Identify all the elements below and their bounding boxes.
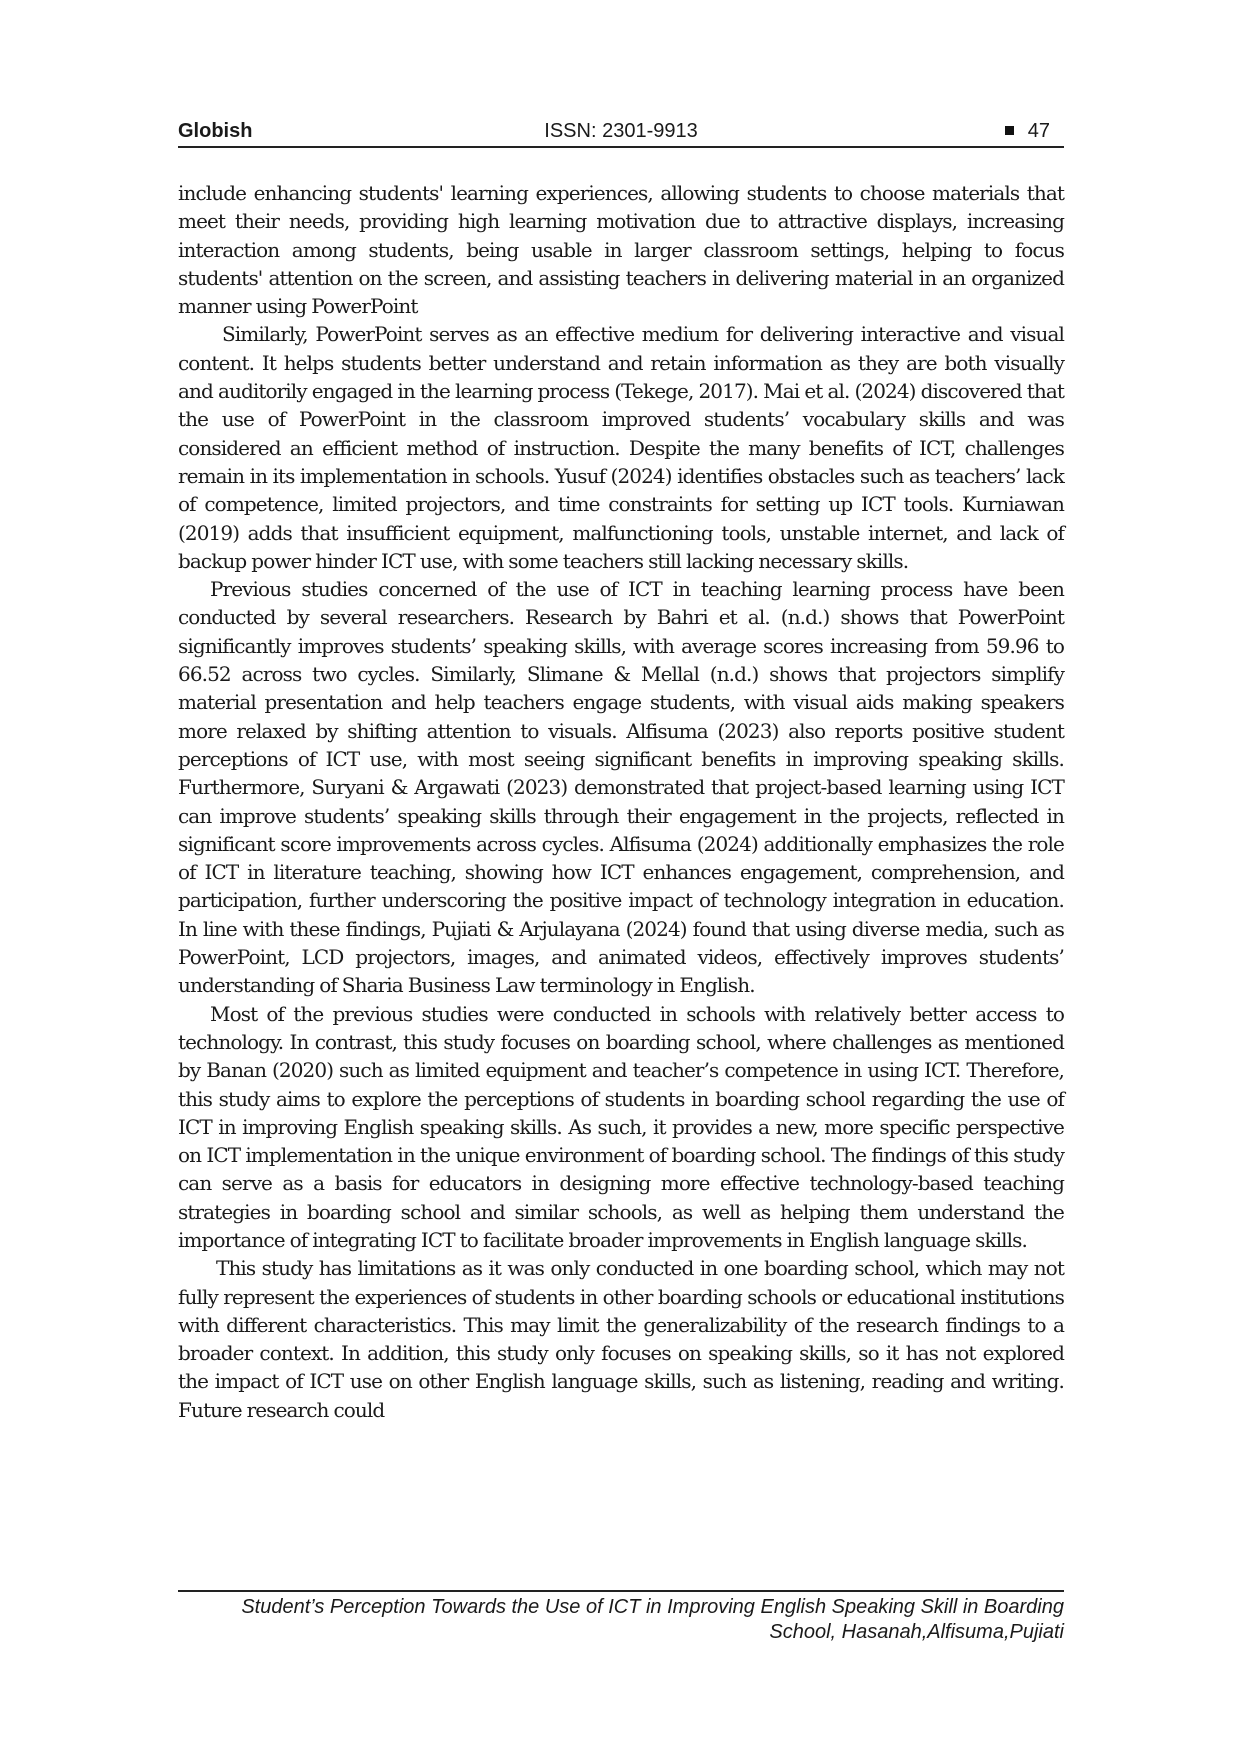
footer-authors-line: School, Hasanah,Alfisuma,Pujiati [769,1621,1064,1643]
page-header [178,120,1064,148]
paragraph: Previous studies concerned of the use of ICT in teaching learning process have been conducted by several researchers. Research by Bahri et al. (n.d.) shows that PowerPoint significantly improves students’ speaking skills, with average scores increasing from 59.96 to 66.52 across two cycles. Similarly, Slimane & Mellal (n.d.) shows that projectors simplify material presentation and help teachers engage students, with visual aids making speakers more relaxed by shifting attention to visuals. Alfisuma (2023) also reports positive student perceptions of ICT use, with most seeing significant benefits in improving speaking skills. Furthermore, Suryani & Argawati (2023) demonstrated that project-based learning using ICT can improve students’ speaking skills through their engagement in the projects, reflected in significant score improvements across cycles. Alfisuma (2024) additionally emphasizes the role of ICT in literature teaching, showing how ICT enhances engagement, comprehension, and participation, further underscoring the positive impact of technology integration in education. In line with these findings, Pujiati & Arjulayana (2024) found that using diverse media, such as PowerPoint, LCD projectors, images, and animated videos, effectively improves students’ understanding of Sharia Business Law terminology in English. [178,577,1064,998]
footer-title-line: Student’s Perception Towards the Use of ICT in Improving English Speaking Skill in Boarding [241,1596,1064,1618]
page-number: 47 [1027,120,1050,142]
square-bullet-icon [1005,126,1014,135]
paragraph: Most of the previous studies were conducted in schools with relatively better access to technology. In contrast, this study focuses on boarding school, where challenges as mentioned by Banan (2020) such as limited equipment and teacher’s competence in using ICT. Therefore, this study aims to explore the perceptions of students in boarding school regarding the use of ICT in improving English speaking skills. As such, it provides a new, more specific perspective on ICT implementation in the unique environment of boarding school. The findings of this study can serve as a basis for educators in designing more effective technology-based teaching strategies in boarding school and similar schools, as well as helping them understand the importance of integrating ICT to facilitate broader improvements in English language skills. [178,1001,1064,1252]
paragraph: This study has limitations as it was only conducted in one boarding school, which may not fully represent the experiences of students in other boarding schools or educational institutions with different characteristics. This may limit the generalizability of the research findings to a broader context. In addition, this study only focuses on speaking skills, so it has not explored the impact of ICT use on other English language skills, such as listening, reading and writing. Future research could [178,1256,1064,1422]
journal-name: Globish [178,120,253,142]
issn-number: ISSN: 2301-9913 [544,120,698,142]
page-number-group [1005,120,1050,143]
page-footer [178,1590,1064,1645]
paragraph: Similarly, PowerPoint serves as an effective medium for delivering interactive and visual content. It helps students better understand and retain information as they are both visually and auditorily engaged in the learning process (Tekege, 2017). Mai et al. (2024) discovered that the use of PowerPoint in the classroom improved students’ vocabulary skills and was considered an efficient method of instruction. Despite the many benefits of ICT, challenges remain in its implementation in schools. Yusuf (2024) identifies obstacles such as teachers’ lack of competence, limited projectors, and time constraints for setting up ICT tools. Kurniawan (2019) adds that insufficient equipment, malfunctioning tools, unstable internet, and lack of backup power hinder ICT use, with some teachers still lacking necessary skills. [178,322,1064,573]
body-text [178,179,1064,1424]
paragraph: include enhancing students' learning experiences, allowing students to choose materials that meet their needs, providing high learning motivation due to attractive displays, increasing interaction among students, being usable in larger classroom settings, helping to focus students' attention on the screen, and assisting teachers in delivering material in an organized manner using PowerPoint [178,181,1064,319]
